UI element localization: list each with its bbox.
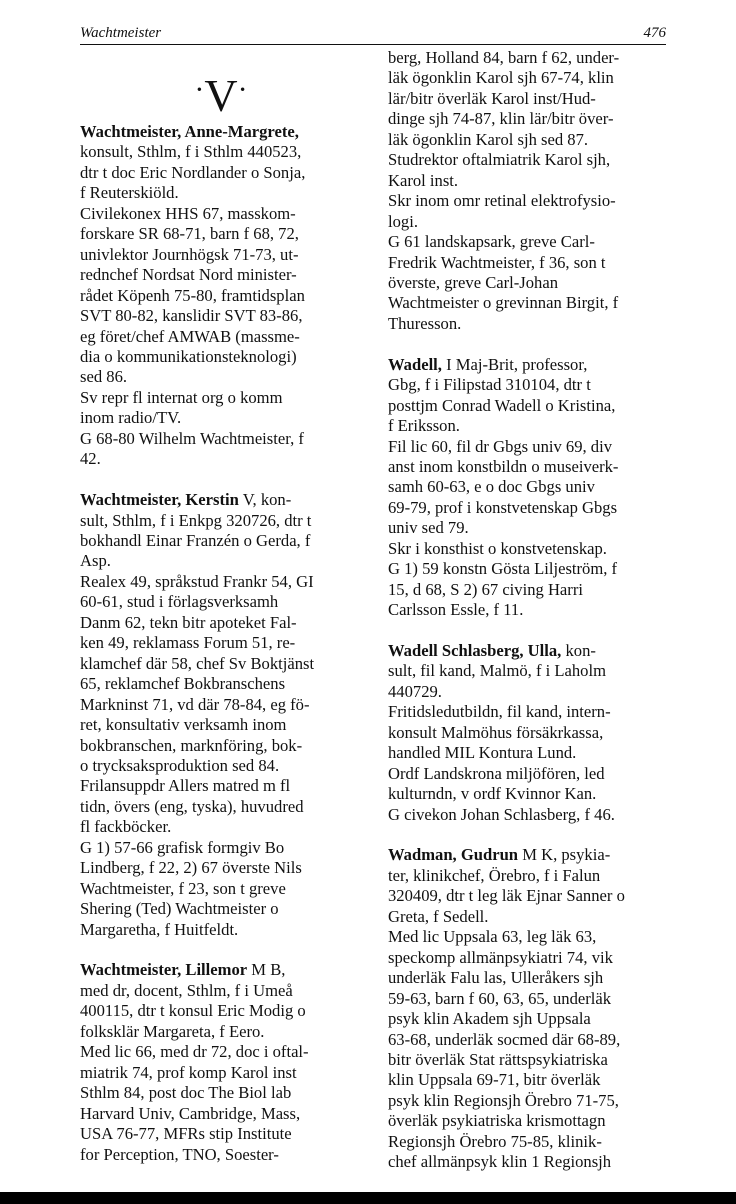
text-line: 440729.: [388, 681, 442, 701]
biography-entry: [388, 641, 670, 825]
text-line: Studrektor oftalmiatrik Karol sjh,: [388, 150, 611, 170]
text-line: Margaretha, f Huitfeldt.: [80, 919, 239, 939]
text-line: Realex 49, språkstud Frankr 54, GI: [80, 571, 314, 591]
entry-first-line: [388, 845, 670, 865]
text-line: klin Uppsala 69-71, bitr överläk: [388, 1070, 601, 1090]
entry-first-line-rest: V, kon-: [238, 490, 292, 510]
section-letter-heading: [80, 64, 362, 122]
text-line: bokbranschen, marknföring, bok-: [80, 735, 303, 755]
text-line: sult, Sthlm, f i Enkpg 320726, dtr t: [80, 510, 312, 530]
continued-entry: [388, 48, 670, 334]
text-line: konsult, Sthlm, f i Sthlm 440523,: [80, 142, 302, 162]
text-line: med dr, docent, Sthlm, f i Umeå: [80, 980, 293, 1000]
right-column: [388, 48, 670, 1193]
text-line: dinge sjh 74-87, klin lär/bitr över-: [388, 109, 614, 129]
text-line: Thuresson.: [388, 313, 462, 333]
entry-name: Wachtmeister, Lillemor: [80, 960, 248, 980]
entry-first-line-rest: M K, psykia-: [518, 845, 611, 865]
entry-first-line-rest: M B,: [247, 960, 286, 980]
biography-entry: [388, 355, 670, 621]
text-line: Civilekonex HHS 67, masskom-: [80, 203, 296, 223]
text-line: Gbg, f i Filipstad 310104, dtr t: [388, 375, 591, 395]
text-line: Harvard Univ, Cambridge, Mass,: [80, 1103, 301, 1123]
header-rule: [80, 44, 666, 45]
text-line: Med lic Uppsala 63, leg läk 63,: [388, 927, 597, 947]
running-head: [80, 22, 666, 44]
entry-first-line: [388, 355, 670, 375]
text-line: G civekon Johan Schlasberg, f 46.: [388, 804, 615, 824]
entry-first-line: [80, 490, 362, 510]
text-line: Wachtmeister o grevinnan Birgit, f: [388, 293, 619, 313]
page-number: 476: [643, 25, 666, 41]
text-line: eg föret/chef AMWAB (massme-: [80, 326, 300, 346]
entry-first-line: [80, 960, 362, 980]
text-line: Markninst 71, vd där 78-84, eg fö-: [80, 694, 310, 714]
text-line: Skr i konsthist o konstvetenskap.: [388, 538, 607, 558]
text-line: handled MIL Kontura Lund.: [388, 743, 577, 763]
entry-first-line-rest: kon-: [561, 641, 596, 661]
text-line: ret, konsultativ verksamh inom: [80, 715, 287, 735]
text-line: G 68-80 Wilhelm Wachtmeister, f: [80, 428, 304, 448]
text-line: inom radio/TV.: [80, 408, 182, 428]
text-line: 15, d 68, S 2) 67 civing Harri: [388, 579, 583, 599]
text-line: Wachtmeister, f 23, son t greve: [80, 878, 286, 898]
entry-name: Wachtmeister, Kerstin: [80, 490, 239, 510]
entry-name: Wadell Schlasberg, Ulla,: [388, 641, 562, 661]
text-line: univlektor Journhögsk 71-73, ut-: [80, 244, 299, 264]
text-line: Lindberg, f 22, 2) 67 överste Nils: [80, 858, 302, 878]
text-line: psyk klin Regionsjh Örebro 71-75,: [388, 1090, 619, 1110]
text-line: Med lic 66, med dr 72, doc i oftal-: [80, 1042, 309, 1062]
text-line: dia o kommunikationsteknologi): [80, 346, 297, 366]
biography-entry: [388, 845, 670, 1172]
text-line: Frilansuppdr Allers matred m fl: [80, 776, 291, 796]
text-line: kulturndn, v ordf Kvinnor Kan.: [388, 784, 597, 804]
text-line: 42.: [80, 449, 101, 469]
text-line: rådet Köpenh 75-80, framtidsplan: [80, 285, 305, 305]
text-line: 63-68, underläk socmed där 68-89,: [388, 1029, 621, 1049]
text-line: läk ögonklin Karol sjh 67-74, klin: [388, 68, 614, 88]
text-line: Shering (Ted) Wachtmeister o: [80, 899, 279, 919]
entry-name: Wadman, Gudrun: [388, 845, 519, 865]
text-line: G 61 landskapsark, greve Carl-: [388, 232, 595, 252]
text-line: överste, greve Carl-Johan: [388, 272, 559, 292]
text-line: Fil lic 60, fil dr Gbgs univ 69, div: [388, 436, 613, 456]
text-line: folksklär Margareta, f Eero.: [80, 1021, 265, 1041]
text-line: 69-79, prof i konstvetenskap Gbgs: [388, 497, 618, 517]
biography-entry: [80, 122, 362, 470]
biography-entry: [80, 490, 362, 940]
text-line: G 1) 59 konstn Gösta Liljeström, f: [388, 559, 618, 579]
text-line: speckomp allmänpsykiatri 74, vik: [388, 947, 613, 967]
text-line: Sv repr fl internat org o komm: [80, 387, 283, 407]
section-letter-dot-right: ·: [237, 73, 248, 106]
text-line: miatrik 74, prof komp Karol inst: [80, 1062, 297, 1082]
entry-first-line-rest: I Maj-Brit, professor,: [441, 354, 588, 374]
text-line: ken 49, reklamass Forum 51, re-: [80, 633, 296, 653]
text-line: Ordf Landskrona miljöfören, led: [388, 763, 605, 783]
text-line: klamchef där 58, chef Sv Boktjänst: [80, 653, 315, 673]
text-line: f Eriksson.: [388, 416, 460, 436]
text-line: psyk klin Akadem sjh Uppsala: [388, 1009, 591, 1029]
text-line: dtr t doc Eric Nordlander o Sonja,: [80, 162, 306, 182]
text-line: chef allmänpsyk klin 1 Regionsjh: [388, 1152, 612, 1172]
text-line: o trycksaksproduktion sed 84.: [80, 755, 280, 775]
text-line: Fredrik Wachtmeister, f 36, son t: [388, 252, 606, 272]
scan-bottom-edge: [0, 1192, 736, 1204]
text-line: rednchef Nordsat Nord minister-: [80, 265, 297, 285]
text-line: Asp.: [80, 551, 111, 571]
text-line: posttjm Conrad Wadell o Kristina,: [388, 395, 616, 415]
text-line: tidn, övers (eng, tyska), huvudred: [80, 796, 304, 816]
running-title: Wachtmeister: [80, 25, 162, 41]
text-line: sult, fil kand, Malmö, f i Laholm: [388, 661, 606, 681]
section-letter-dot-left: ·: [194, 73, 205, 106]
text-line: 60-61, stud i förlagsverksamh: [80, 592, 279, 612]
text-line: Sthlm 84, post doc The Biol lab: [80, 1083, 292, 1103]
text-line: Carlsson Essle, f 11.: [388, 600, 524, 620]
text-line: forskare SR 68-71, barn f 68, 72,: [80, 224, 299, 244]
text-line: 320409, dtr t leg läk Ejnar Sanner o: [388, 886, 625, 906]
text-line: Regionsjh Örebro 75-85, klinik-: [388, 1131, 602, 1151]
entry-first-line: [388, 641, 670, 661]
text-line: ter, klinikchef, Örebro, f i Falun: [388, 865, 601, 885]
text-line: Greta, f Sedell.: [388, 906, 489, 926]
entry-name: Wachtmeister, Anne-Margrete,: [80, 122, 299, 141]
text-line: SVT 80-82, kanslidir SVT 83-86,: [80, 306, 303, 326]
text-line: bitr överläk Stat rättspsykiatriska: [388, 1050, 608, 1070]
text-line: f Reuterskiöld.: [80, 183, 179, 203]
text-line: lär/bitr överläk Karol inst/Hud-: [388, 88, 596, 108]
text-line: 59-63, barn f 60, 63, 65, underläk: [388, 988, 612, 1008]
text-line: Karol inst.: [388, 170, 459, 190]
left-column: [80, 48, 362, 1185]
text-line: sed 86.: [80, 367, 128, 387]
text-line: for Perception, TNO, Soester-: [80, 1144, 279, 1164]
text-line: Skr inom omr retinal elektrofysio-: [388, 191, 616, 211]
text-line: USA 76-77, MFRs stip Institute: [80, 1124, 292, 1144]
biography-entry: [80, 960, 362, 1165]
text-line: underläk Falu las, Ulleråkers sjh: [388, 968, 604, 988]
text-line: Fritidsledutbildn, fil kand, intern-: [388, 702, 611, 722]
entry-first-line: [80, 122, 362, 142]
text-line: 65, reklamchef Bokbranschens: [80, 674, 286, 694]
text-line: fl fackböcker.: [80, 817, 172, 837]
text-line: samh 60-63, e o doc Gbgs univ: [388, 477, 595, 497]
text-line: anst inom konstbildn o museiverk-: [388, 457, 619, 476]
section-letter: V: [204, 70, 238, 121]
entry-name: Wadell,: [388, 354, 442, 374]
left-entries: [80, 122, 362, 1165]
text-line: logi.: [388, 211, 418, 231]
text-line: 400115, dtr t konsul Eric Modig o: [80, 1001, 306, 1021]
text-line: överläk psykiatriska krismottagn: [388, 1111, 606, 1131]
text-line: läk ögonklin Karol sjh sed 87.: [388, 129, 589, 149]
text-line: bokhandl Einar Franzén o Gerda, f: [80, 531, 311, 550]
text-line: berg, Holland 84, barn f 62, under-: [388, 48, 620, 67]
text-line: G 1) 57-66 grafisk formgiv Bo: [80, 837, 285, 857]
text-line: Danm 62, tekn bitr apoteket Fal-: [80, 612, 297, 632]
right-entries: [388, 355, 670, 1173]
text-line: univ sed 79.: [388, 518, 469, 538]
text-line: konsult Malmöhus försäkrkassa,: [388, 722, 604, 742]
